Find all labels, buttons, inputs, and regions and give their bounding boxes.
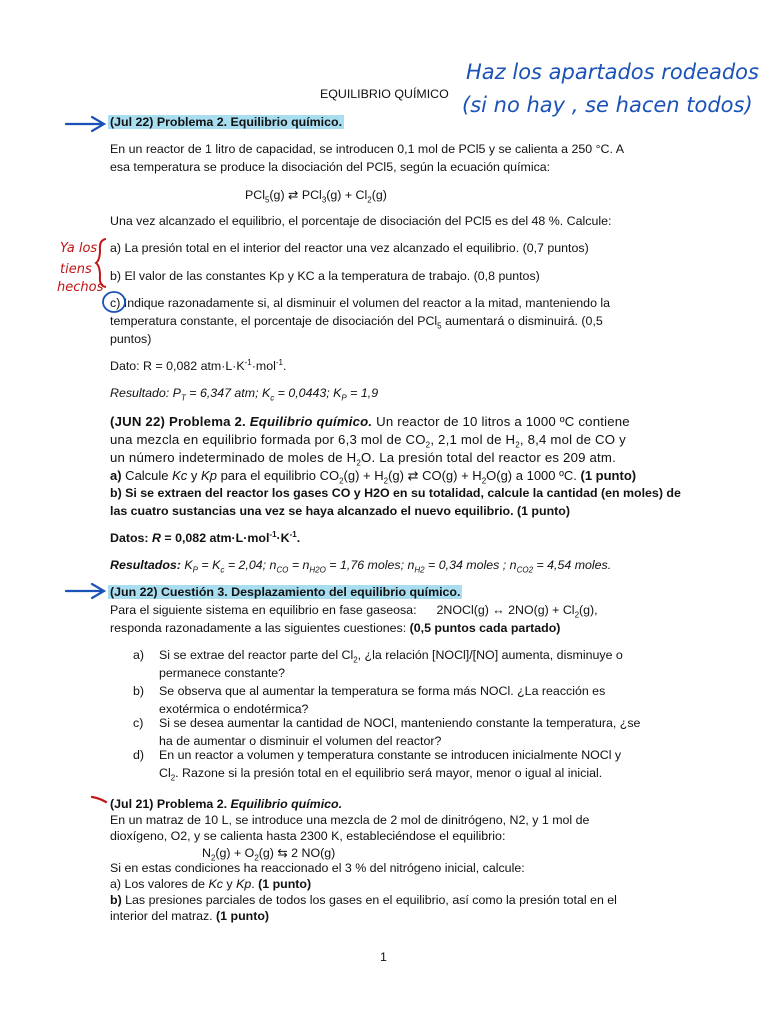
problem1-item-a: a) La presión total en el interior del reactor una vez alcanzado el equilibrio. (0,7 puntos)	[110, 241, 589, 255]
problem4-equation: $N_2(g) + O_2(g)$ ⇆ 2 NO(g)	[202, 846, 336, 863]
problem1-equation: PCl$_5$(g) ⇄ $PCl_3(g) + Cl_2(g)$	[245, 188, 387, 205]
problem4-line1: En un matraz de 10 L, se introduce una mezcla de 2 mol de dinitrógeno, N2, y 1 mol de	[110, 813, 590, 827]
handwritten-instruction-line1: Haz los apartados rodeados	[466, 60, 759, 84]
handwritten-side-note-3: hechos	[57, 280, 104, 295]
problem1-intro-line1: En un reactor de 1 litro de capacidad, se introducen 0,1 mol de PCl5 y se calienta a 250 °C. A	[110, 142, 624, 156]
problem4-line3: Si en estas condiciones ha reaccionado el 3 % del nitrógeno inicial, calcule:	[110, 861, 525, 875]
handwritten-side-note-1: Ya los	[60, 241, 98, 256]
problem1-heading: (Jul 22) Problema 2. Equilibrio químico.	[110, 115, 343, 129]
problem3-question-d-line2: $Cl_2$. Razone si la presión total en el equilibrio será mayor, menor o igual al inicial.	[159, 766, 603, 783]
problem2-results: Resultados: $K_P = K_c = 2,04$; $n_{CO} = n_{H2O} = 1,76$ moles; $n_{H2} = 0,34$ moles ; $n_{CO2} = 4,54$ moles.	[110, 558, 612, 575]
problem4-item-b-line1: b) Las presiones parciales de todos los gases en el equilibrio, así como la presión total en el	[110, 893, 617, 907]
problem2-item-a: a) Calcule Kc y Kp para el equilibrio $CO_2(g) + H_2(g)$ ⇄ $CO(g) + H_2O(g)$ a 1000 ºC. (1 punto)	[110, 468, 637, 486]
red-dash-mark-icon	[90, 794, 110, 804]
problem4-heading: (Jul 21) Problema 2. Equilibrio químico.	[110, 797, 343, 811]
arrow-marker-icon	[64, 581, 108, 601]
handwritten-side-note-2: tiens	[60, 262, 92, 277]
problem1-intro-line2: esa temperatura se produce la disociación del PCl5, según la ecuación química:	[110, 160, 551, 174]
problem2-line3: un número indeterminado de moles de $H_2O$. La presión total del reactor es 209 atm.	[110, 450, 616, 468]
problem1-dato: Dato: R = 0,082 $atm\cdot L\cdot K^{-1}\cdot mol^{-1}$.	[110, 357, 287, 373]
problem4-line2: dioxígeno, O2, y se calienta hasta 2300 K, estableciéndose el equilibrio:	[110, 829, 506, 843]
problem2-datos: Datos: R = 0,082 $atm\cdot L\cdot mol^{-1}\cdot K^{-1}$.	[110, 529, 301, 545]
problem3-question-c-line1: c) Si se desea aumentar la cantidad de NOCl, manteniendo constante la temperatura, ¿se	[133, 716, 641, 730]
problem3-question-a-line1: a) Si se extrae del reactor parte del $Cl_2$, ¿la relación [NOCl]/[NO] aumenta, disminuye o	[133, 648, 623, 665]
problem2-line2: una mezcla en equilibrio formada por 6,3 mol de $CO_2$, 2,1 mol de $H_2$, 8,4 mol de CO y	[110, 432, 626, 450]
page-title: EQUILIBRIO QUÍMICO	[320, 87, 449, 101]
problem3-question-c-line2: ha de aumentar o disminuir el volumen del reactor?	[159, 734, 442, 748]
problem4-item-b-line2: interior del matraz. (1 punto)	[110, 909, 270, 923]
problem1-item-b: b) El valor de las constantes Kp y KC a la temperatura de trabajo. (0,8 puntos)	[110, 269, 540, 283]
problem3-question-b-line1: b) Se observa que al aumentar la temperatura se forma más NOCl. ¿La reacción es	[133, 684, 606, 698]
brace-mark-icon	[94, 236, 110, 290]
problem1-text2: Una vez alcanzado el equilibrio, el porcentaje de disociación del PCl5 es del 48 %. Calcule:	[110, 214, 612, 228]
problem3-line2: responda razonadamente a las siguientes cuestiones: (0,5 puntos cada partado)	[110, 621, 561, 635]
circle-mark-icon	[101, 290, 127, 314]
problem1-item-c-line3: puntos)	[110, 332, 152, 346]
problem1-item-c-line2: temperatura constante, el porcentaje de disociación del PCl$_5$ aumentará o disminuirá. (0,5	[110, 314, 603, 331]
arrow-marker-icon	[64, 114, 108, 134]
problem2-line1: (JUN 22) Problema 2. Equilibrio químico. Un reactor de 10 litros a 1000 ºC contiene	[110, 414, 630, 429]
handwritten-instruction-line2: (si no hay , se hacen todos)	[462, 93, 753, 117]
problem1-result: Resultado: $P_T = 6,347$ atm; $K_c = 0,0443$; $K_P = 1,9$	[110, 386, 379, 403]
problem3-question-a-line2: permanece constante?	[159, 666, 286, 680]
problem3-line1: Para el siguiente sistema en equilibrio en fase gaseosa: 2NOCl(g) ↔ $2NO(g) + Cl_2(g)$,	[110, 603, 598, 620]
problem3-question-b-line2: exotérmica o endotérmica?	[159, 702, 309, 716]
problem2-item-b-line1: b) Si se extraen del reactor los gases CO y H2O en su totalidad, calcule la cantidad (en moles) de	[110, 486, 681, 500]
problem2-item-b-line2: las cuatro sustancias una vez se haya alcanzado el nuevo equilibrio. (1 punto)	[110, 504, 570, 518]
problem3-question-d-line1: d) En un reactor a volumen y temperatura constante se introducen inicialmente NOCl y	[133, 748, 622, 762]
problem1-item-c-line1: c) Indique razonadamente si, al disminuir el volumen del reactor a la mitad, manteniendo la	[110, 296, 611, 310]
page-number: 1	[380, 950, 387, 964]
problem3-heading: (Jun 22) Cuestión 3. Desplazamiento del equilibrio químico.	[110, 585, 461, 599]
problem4-item-a: a) Los valores de Kc y Kp. (1 punto)	[110, 877, 312, 891]
